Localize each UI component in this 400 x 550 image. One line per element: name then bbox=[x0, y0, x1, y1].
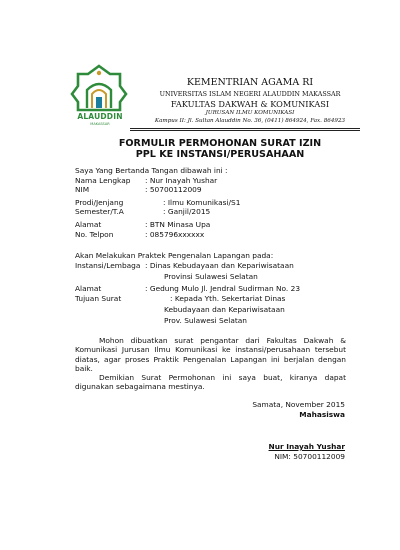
body-paragraph: Mohon dibuatkan surat pengantar dari Fakultas Dakwah & Komunikasi Jurusan Ilmu Komunikasi ke instansi/perusahaan tersebut diatas, agar proses Praktik Pengenalan Lapangan ini berjalan dengan baik. bbox=[75, 336, 346, 373]
university-name: UNIVERSITAS ISLAM NEGERI ALAUDDIN MAKASSAR bbox=[159, 90, 341, 98]
faculty-name: FAKULTAS DAKWAH & KOMUNIKASI bbox=[170, 99, 330, 109]
institution-value: : Dinas Kebudayaan dan Kepariwisataan bbox=[145, 261, 294, 270]
signer-nim: NIM: 50700112009 bbox=[274, 452, 345, 461]
destination-value-line3: Prov. Sulawesi Selatan bbox=[164, 316, 247, 325]
address-value: : Gedung Mulo Jl. Jendral Sudirman No. 23 bbox=[145, 284, 301, 293]
address-label: Alamat bbox=[75, 284, 102, 293]
letterhead-rule-thin bbox=[130, 130, 360, 131]
field-value: : Nur Inayah Yushar bbox=[145, 176, 218, 185]
letterhead-rule-thick bbox=[130, 128, 360, 129]
signer-role: Mahasiswa bbox=[299, 410, 345, 419]
logo-subtitle: MAKASSAR bbox=[90, 122, 110, 126]
destination-value-line2: Kebudayaan dan Kepariwisataan bbox=[164, 305, 285, 314]
field-label: Alamat bbox=[75, 220, 102, 229]
field-label: No. Telpon bbox=[75, 230, 114, 239]
form-subtitle: PPL KE INSTANSI/PERUSAHAAN bbox=[135, 149, 305, 160]
field-label: Prodi/Jenjang bbox=[75, 198, 124, 207]
field-value: : BTN Minasa Upa bbox=[145, 220, 211, 229]
logo-name: ALAUDDIN bbox=[77, 112, 123, 121]
department-name: JURUSAN ILMU KOMUNIKASI bbox=[205, 110, 295, 116]
campus-address: Kampus II: Jl. Sultan Alauddin No. 36, (0411) 864924, Fax. 864923 bbox=[154, 118, 346, 124]
field-label: Nama Lengkap bbox=[75, 176, 131, 185]
institution-label: Instansi/Lembaga bbox=[75, 261, 141, 270]
field-label: NIM bbox=[75, 185, 90, 194]
field-value: : 50700112009 bbox=[145, 185, 202, 194]
signer-name: Nur Inayah Yushar bbox=[268, 442, 345, 451]
body-paragraph: Demikian Surat Permohonan ini saya buat, kiranya dapat digunakan sebagaimana mestinya. bbox=[75, 373, 346, 392]
field-value: : Ganjil/2015 bbox=[163, 207, 211, 216]
institution-value-line2: Provinsi Sulawesi Selatan bbox=[164, 272, 258, 281]
field-value: : 085796xxxxxx bbox=[145, 230, 205, 239]
place-date: Samata, November 2015 bbox=[252, 400, 345, 409]
destination-label: Tujuan Surat bbox=[75, 294, 122, 303]
field-label: Semester/T.A bbox=[75, 207, 124, 216]
field-value: : Ilmu Komunikasi/S1 bbox=[163, 198, 241, 207]
form-title: FORMULIR PERMOHONAN SURAT IZIN bbox=[118, 138, 322, 149]
body-text bbox=[75, 336, 346, 392]
ministry-name: KEMENTRIAN AGAMA RI bbox=[186, 77, 314, 88]
intro-text: Saya Yang Bertanda Tangan dibawah ini : bbox=[75, 166, 228, 175]
destination-value: : Kepada Yth. Sekertariat Dinas bbox=[170, 294, 286, 303]
practice-intro: Akan Melakukan Praktek Pengenalan Lapangan pada: bbox=[75, 251, 274, 260]
